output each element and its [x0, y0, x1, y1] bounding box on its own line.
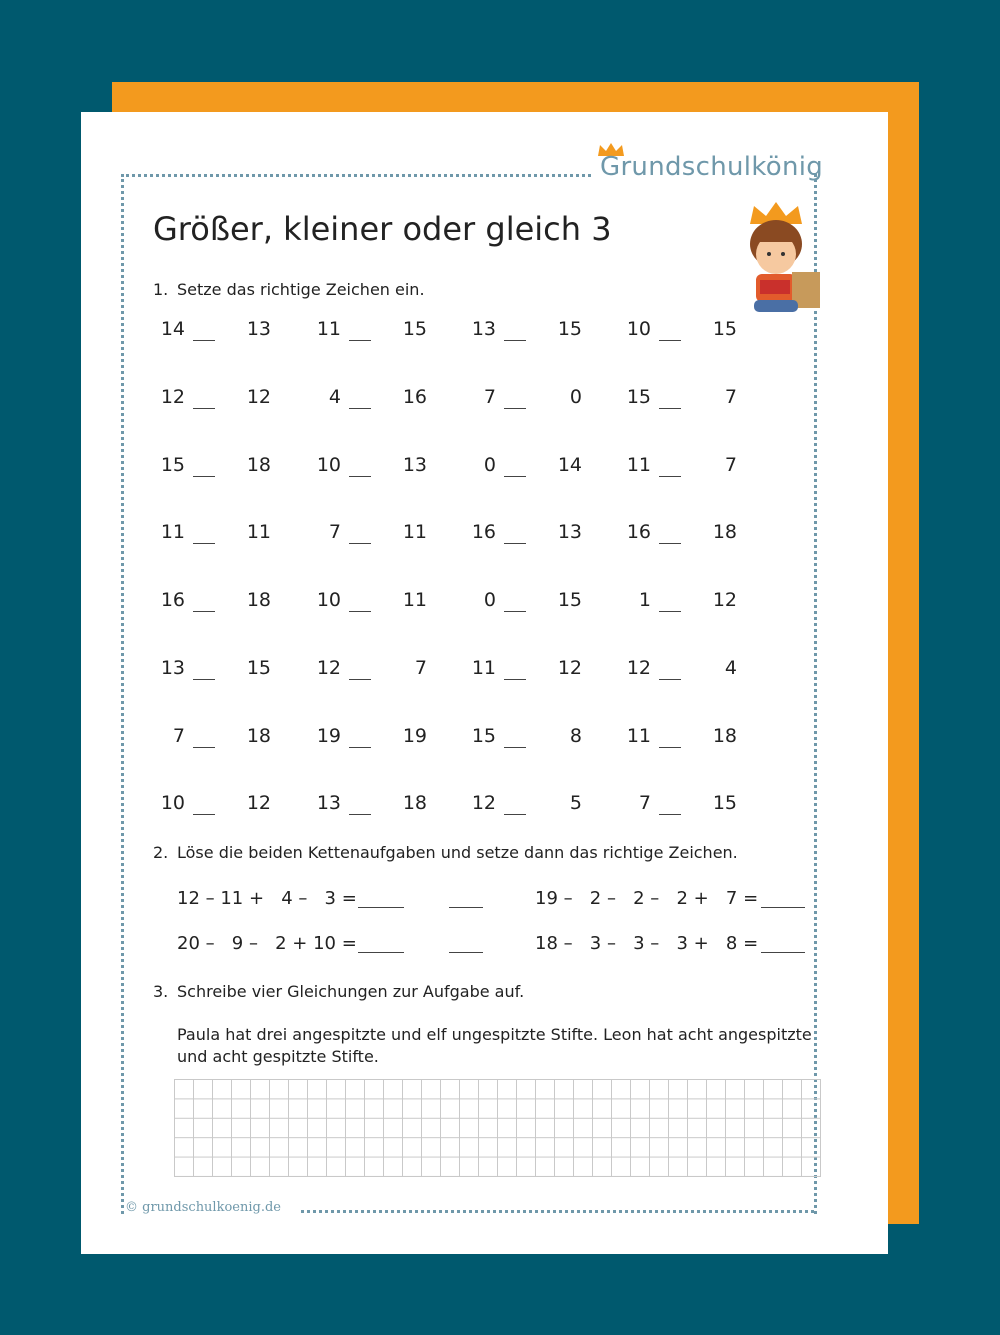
right-number: 12 [246, 792, 271, 814]
left-number: 14 [160, 318, 185, 340]
left-number: 11 [626, 454, 651, 476]
comparison-item [305, 386, 485, 416]
comparison-item [460, 521, 640, 551]
comparison-sign-blank[interactable] [659, 814, 681, 815]
comparison-sign-blank[interactable] [659, 340, 681, 341]
left-number: 15 [626, 386, 651, 408]
right-number: 14 [557, 454, 582, 476]
comparison-item [460, 589, 640, 619]
king-boy-illustration [736, 200, 826, 325]
comparison-sign-blank[interactable] [659, 543, 681, 544]
comparison-item [460, 792, 640, 822]
comparison-item [615, 725, 795, 755]
chain-task-4: 18 – 3 – 3 – 3 + 8 = [535, 933, 759, 954]
comparison-sign-blank[interactable] [349, 747, 371, 748]
comparison-item [149, 589, 329, 619]
right-number: 19 [402, 725, 427, 747]
chain-task-2: 19 – 2 – 2 – 2 + 7 = [535, 888, 759, 909]
comparison-item [615, 454, 795, 484]
comparison-sign-blank[interactable] [349, 814, 371, 815]
footer-copyright: © grundschulkoenig.de [125, 1200, 281, 1215]
comparison-item [305, 521, 485, 551]
comparison-sign-blank[interactable] [659, 611, 681, 612]
comparison-item [615, 318, 795, 348]
chain-task-3: 20 – 9 – 2 + 10 = [177, 933, 357, 954]
brand-logo: Grundschulkönig [600, 152, 824, 182]
left-number: 7 [483, 386, 496, 408]
right-number: 15 [246, 657, 271, 679]
answer-grid[interactable] [174, 1079, 821, 1177]
worksheet-page [81, 112, 888, 1254]
comparison-item [149, 318, 329, 348]
comparison-item [305, 725, 485, 755]
comparison-item [460, 657, 640, 687]
comparison-item [149, 454, 329, 484]
left-number: 1 [638, 589, 651, 611]
comparison-sign-blank[interactable] [349, 611, 371, 612]
comparison-sign-blank[interactable] [193, 747, 215, 748]
right-number: 15 [557, 318, 582, 340]
left-number: 15 [160, 454, 185, 476]
right-number: 8 [569, 725, 582, 747]
left-number: 10 [160, 792, 185, 814]
task-2-instruction: 2. Löse die beiden Kettenaufgaben und setze dann das richtige Zeichen. [153, 843, 738, 862]
right-number: 12 [246, 386, 271, 408]
comparison-sign-blank[interactable] [349, 679, 371, 680]
left-number: 11 [160, 521, 185, 543]
comparison-item [305, 318, 485, 348]
comparison-sign-blank[interactable] [659, 679, 681, 680]
left-number: 13 [316, 792, 341, 814]
right-number: 11 [246, 521, 271, 543]
comparison-item [305, 454, 485, 484]
comparison-sign-blank[interactable] [659, 408, 681, 409]
comparison-sign-blank[interactable] [193, 543, 215, 544]
left-number: 10 [316, 589, 341, 611]
comparison-item [460, 725, 640, 755]
chain-task-1: 12 – 11 + 4 – 3 = [177, 888, 357, 909]
left-number: 12 [160, 386, 185, 408]
comparison-item [615, 521, 795, 551]
comparison-sign-blank[interactable] [349, 340, 371, 341]
right-number: 12 [557, 657, 582, 679]
left-number: 16 [160, 589, 185, 611]
comparison-item [149, 521, 329, 551]
right-number: 5 [569, 792, 582, 814]
left-number: 10 [316, 454, 341, 476]
left-number: 16 [471, 521, 496, 543]
comparison-item [149, 725, 329, 755]
comparison-sign-blank[interactable] [193, 476, 215, 477]
comparison-sign-blank[interactable] [504, 408, 526, 409]
right-number: 0 [569, 386, 582, 408]
right-number: 18 [402, 792, 427, 814]
left-number: 11 [471, 657, 496, 679]
left-number: 11 [316, 318, 341, 340]
comparison-sign-blank[interactable] [193, 814, 215, 815]
right-number: 13 [246, 318, 271, 340]
left-number: 7 [638, 792, 651, 814]
page-title: Größer, kleiner oder gleich 3 [153, 210, 612, 248]
comparison-sign-blank[interactable] [659, 476, 681, 477]
comparison-item [305, 589, 485, 619]
right-number: 7 [724, 454, 737, 476]
right-number: 18 [712, 725, 737, 747]
exercise-row [81, 792, 888, 822]
left-number: 12 [626, 657, 651, 679]
comparison-sign-blank[interactable] [504, 340, 526, 341]
exercise-row [81, 454, 888, 484]
comparison-item [149, 386, 329, 416]
exercise-row [81, 657, 888, 687]
left-number: 15 [471, 725, 496, 747]
exercise-row [81, 725, 888, 755]
comparison-item [460, 318, 640, 348]
left-number: 13 [471, 318, 496, 340]
chain-answer-blank[interactable] [761, 907, 805, 908]
exercise-row [81, 521, 888, 551]
comparison-item [615, 589, 795, 619]
comparison-sign-blank[interactable] [193, 611, 215, 612]
dotted-frame-top [121, 174, 591, 177]
task-3-instruction: 3. Schreibe vier Gleichungen zur Aufgabe auf. [153, 982, 525, 1001]
left-number: 10 [626, 318, 651, 340]
comparison-item [305, 657, 485, 687]
comparison-sign-blank[interactable] [504, 814, 526, 815]
right-number: 18 [246, 725, 271, 747]
right-number: 15 [557, 589, 582, 611]
right-number: 15 [712, 792, 737, 814]
right-number: 13 [402, 454, 427, 476]
comparison-blank[interactable] [449, 952, 483, 953]
right-number: 15 [712, 318, 737, 340]
comparison-item [460, 454, 640, 484]
left-number: 12 [316, 657, 341, 679]
right-number: 18 [712, 521, 737, 543]
left-number: 0 [483, 454, 496, 476]
left-number: 4 [328, 386, 341, 408]
left-number: 11 [626, 725, 651, 747]
chain-answer-blank[interactable] [358, 907, 404, 908]
comparison-sign-blank[interactable] [193, 408, 215, 409]
comparison-item [305, 792, 485, 822]
exercise-row [81, 386, 888, 416]
comparison-sign-blank[interactable] [349, 543, 371, 544]
right-number: 16 [402, 386, 427, 408]
left-number: 7 [328, 521, 341, 543]
right-number: 18 [246, 454, 271, 476]
right-number: 7 [724, 386, 737, 408]
comparison-sign-blank[interactable] [504, 679, 526, 680]
comparison-sign-blank[interactable] [659, 747, 681, 748]
comparison-sign-blank[interactable] [193, 340, 215, 341]
left-number: 13 [160, 657, 185, 679]
comparison-sign-blank[interactable] [193, 679, 215, 680]
word-problem: Paula hat drei angespitzte und elf ungespitzte Stifte. Leon hat acht angespitzte und acht gespitzte Stifte. [177, 1025, 812, 1066]
comparison-blank[interactable] [449, 907, 483, 908]
comparison-item [149, 657, 329, 687]
right-number: 15 [402, 318, 427, 340]
task-1-instruction: 1. Setze das richtige Zeichen ein. [153, 280, 425, 299]
right-number: 7 [414, 657, 427, 679]
comparison-sign-blank[interactable] [504, 611, 526, 612]
chain-answer-blank[interactable] [358, 952, 404, 953]
comparison-sign-blank[interactable] [349, 408, 371, 409]
chain-answer-blank[interactable] [761, 952, 805, 953]
left-number: 0 [483, 589, 496, 611]
left-number: 19 [316, 725, 341, 747]
comparison-sign-blank[interactable] [504, 543, 526, 544]
right-number: 12 [712, 589, 737, 611]
left-number: 12 [471, 792, 496, 814]
right-number: 11 [402, 521, 427, 543]
comparison-sign-blank[interactable] [504, 747, 526, 748]
exercise-row [81, 318, 888, 348]
comparison-item [615, 792, 795, 822]
right-number: 11 [402, 589, 427, 611]
exercise-row [81, 589, 888, 619]
comparison-item [460, 386, 640, 416]
dotted-frame-bottom [301, 1210, 814, 1213]
comparison-item [615, 657, 795, 687]
right-number: 13 [557, 521, 582, 543]
comparison-item [615, 386, 795, 416]
right-number: 18 [246, 589, 271, 611]
left-number: 16 [626, 521, 651, 543]
right-number: 4 [724, 657, 737, 679]
comparison-sign-blank[interactable] [349, 476, 371, 477]
left-number: 7 [172, 725, 185, 747]
comparison-item [149, 792, 329, 822]
comparison-sign-blank[interactable] [504, 476, 526, 477]
